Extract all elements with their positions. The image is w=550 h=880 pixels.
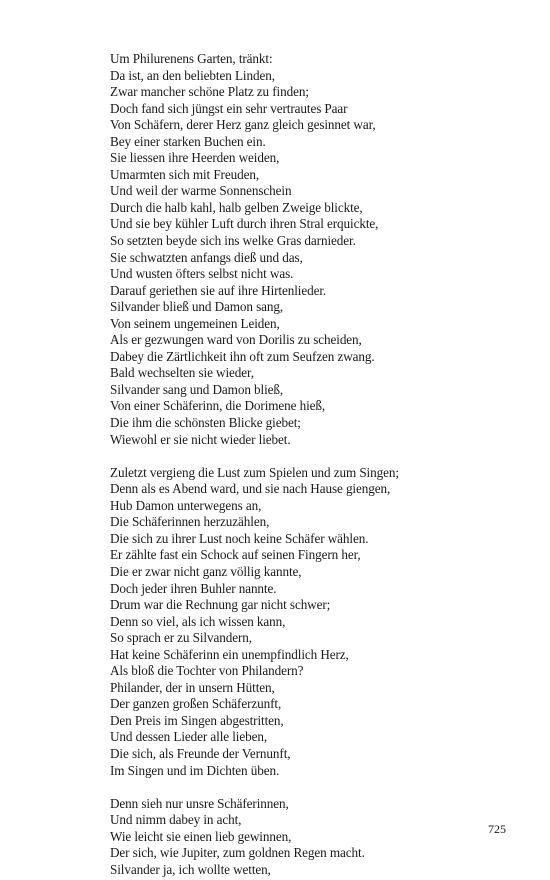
stanza [110, 51, 530, 448]
verse-line: Von Schäfern, derer Herz ganz gleich gesinnet war, [110, 117, 376, 133]
verse-line: Doch fand sich jüngst ein sehr vertrautes Paar [110, 100, 348, 116]
verse-line: Die ihm die schönsten Blicke giebet; [110, 415, 301, 431]
verse-line: Dabey die Zärtlichkeit ihn oft zum Seufzen zwang. [110, 348, 375, 364]
verse-line: Umarmten sich mit Freuden, [110, 166, 260, 182]
verse-line: Silvander bließ und Damon sang, [110, 299, 284, 315]
verse-line: Den Preis im Singen abgestritten, [110, 712, 284, 728]
verse-line: Im Singen und im Dichten üben. [110, 762, 280, 778]
verse-line: Der sich, wie Jupiter, zum goldnen Regen macht. [110, 845, 365, 861]
verse-line: Zuletzt vergieng die Lust zum Spielen und zum Singen; [110, 464, 399, 480]
stanza [110, 796, 530, 879]
verse-line: Und sie bey kühler Luft durch ihren Stral erquickte, [110, 216, 379, 232]
stanza [110, 465, 530, 779]
verse-line: Darauf geriethen sie auf ihre Hirtenlieder. [110, 282, 327, 298]
poem-text [110, 51, 530, 878]
verse-line: Und wusten öfters selbst nicht was. [110, 266, 294, 282]
verse-line: Drum war die Rechnung gar nicht schwer; [110, 597, 331, 613]
verse-line: Der ganzen großen Schäferzunft, [110, 696, 282, 712]
verse-line: Von seinem ungemeinen Leiden, [110, 315, 280, 331]
verse-line: Silvander ja, ich wollte wetten, [110, 861, 271, 877]
verse-line: Die sich, als Freunde der Vernunft, [110, 745, 291, 761]
verse-line: Er zählte fast ein Schock auf seinen Fingern her, [110, 547, 361, 563]
verse-line: Und dessen Lieder alle lieben, [110, 729, 268, 745]
verse-line: Durch die halb kahl, halb gelben Zweige blickte, [110, 199, 363, 215]
verse-line: So sprach er zu Silvandern, [110, 630, 252, 646]
verse-line: Wie leicht sie einen lieb gewinnen, [110, 828, 292, 844]
verse-line: Wiewohl er sie nicht wieder liebet. [110, 431, 291, 447]
verse-line: Denn so viel, als ich wissen kann, [110, 613, 286, 629]
verse-line: Und weil der warme Sonnenschein [110, 183, 292, 199]
verse-line: Philander, der in unsern Hütten, [110, 679, 275, 695]
verse-line: Bald wechselten sie wieder, [110, 365, 254, 381]
page-number: 725 [488, 822, 506, 836]
verse-line: Sie schwatzten anfangs dieß und das, [110, 249, 303, 265]
verse-line: Als bloß die Tochter von Philandern? [110, 663, 304, 679]
verse-line: Doch jeder ihren Buhler nannte. [110, 580, 277, 596]
verse-line: Hat keine Schäferinn ein unempfindlich Herz, [110, 646, 349, 662]
verse-line: Denn als es Abend ward, und sie nach Hause giengen, [110, 481, 391, 497]
verse-line: Und nimm dabey in acht, [110, 812, 242, 828]
verse-line: Denn sieh nur unsre Schäferinnen, [110, 795, 289, 811]
verse-line: So setzten beyde sich ins welke Gras darnieder. [110, 233, 356, 249]
verse-line: Von einer Schäferinn, die Dorimene hieß, [110, 398, 326, 414]
verse-line: Um Philurenens Garten, tränkt: [110, 51, 273, 66]
verse-line: Die Schäferinnen herzuzählen, [110, 514, 270, 530]
verse-line: Da ist, an den beliebten Linden, [110, 67, 275, 83]
verse-line: Als er gezwungen ward von Dorilis zu scheiden, [110, 332, 362, 348]
verse-line: Sie liessen ihre Heerden weiden, [110, 150, 280, 166]
verse-line: Hub Damon unterwegens an, [110, 497, 262, 513]
verse-line: Bey einer starken Buchen ein. [110, 133, 266, 149]
verse-line: Silvander sang und Damon bließ, [110, 381, 284, 397]
verse-line: Die er zwar nicht ganz völlig kannte, [110, 563, 302, 579]
verse-line: Die sich zu ihrer Lust noch keine Schäfer wählen. [110, 530, 369, 546]
verse-line: Zwar mancher schöne Platz zu finden; [110, 84, 309, 100]
